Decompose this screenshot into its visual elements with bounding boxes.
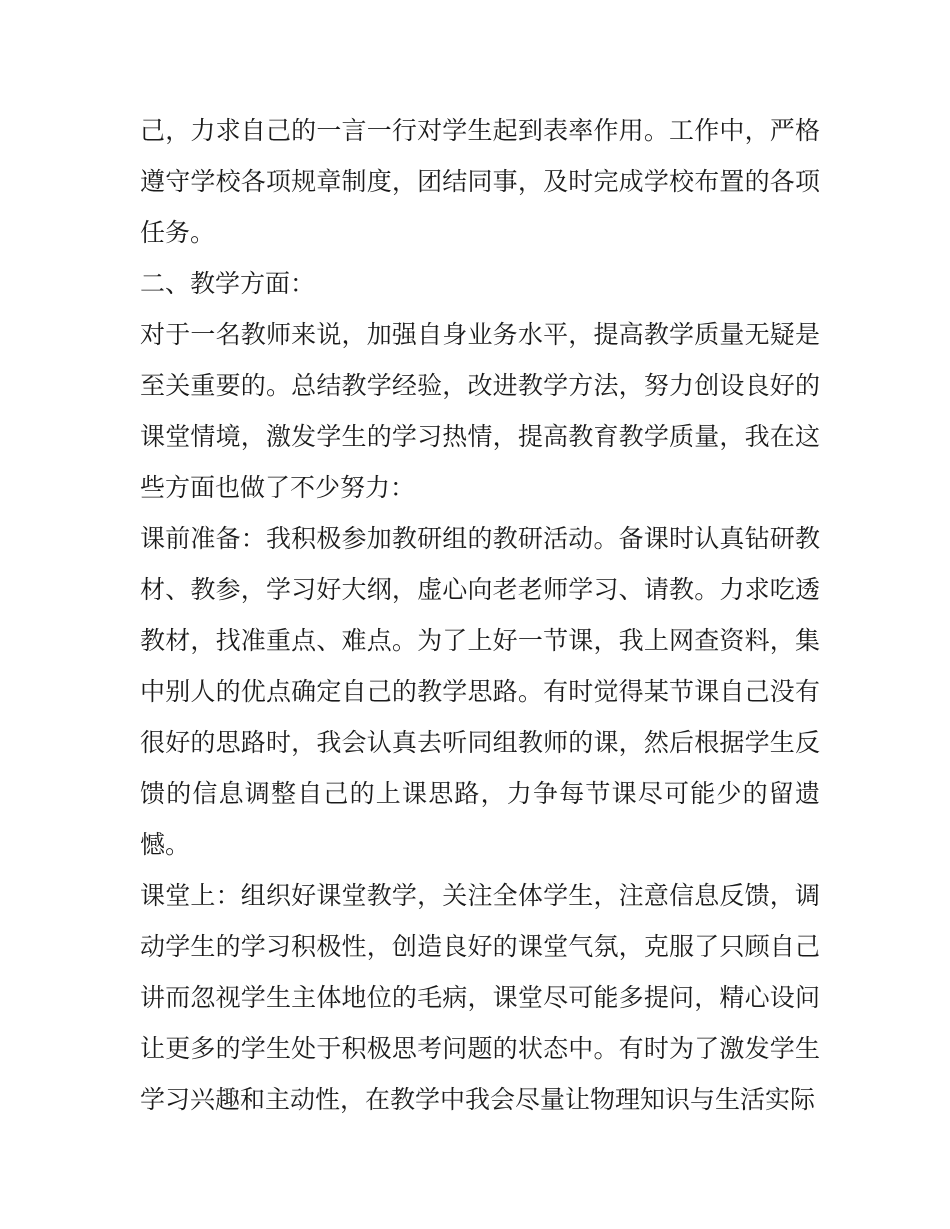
paragraph-lesson-preparation: 课前准备：我积极参加教研组的教研活动。备课时认真钻研教材、教参，学习好大纲，虚心向老老师学习、请教。力求吃透教材，找准重点、难点。为了上好一节课，我上网查资料，集中别人的优点确定自己的教学思路。有时觉得某节课自己没有很好的思路时，我会认真去听同组教师的课，然后根据学生反馈的信息调整自己的上课思路，力争每节课尽可能少的留遗憾。 <box>140 524 820 859</box>
paragraph-classroom: 课堂上：组织好课堂教学，关注全体学生，注意信息反馈，调动学生的学习积极性，创造良好的课堂气氛，克服了只顾自己讲而忽视学生主体地位的毛病，课堂尽可能多提问，精心设问让更多的学生处于积极思考问题的状态中。有时为了激发学生学习兴趣和主动性，在教学中我会尽量让物理知识与生活实际 <box>140 881 820 1114</box>
paragraph-continuation: 己，力求自己的一言一行对学生起到表率作用。工作中，严格遵守学校各项规章制度，团结同事，及时完成学校布置的各项任务。 <box>140 116 820 247</box>
section-heading-teaching: 二、教学方面： <box>140 269 316 298</box>
paragraph-teaching-intro: 对于一名教师来说，加强自身业务水平，提高教学质量无疑是至关重要的。总结教学经验，改进教学方法，努力创设良好的课堂情境，激发学生的学习热情，提高教育教学质量，我在这些方面也做了不少努力： <box>140 320 820 502</box>
document-body <box>140 105 820 1125</box>
